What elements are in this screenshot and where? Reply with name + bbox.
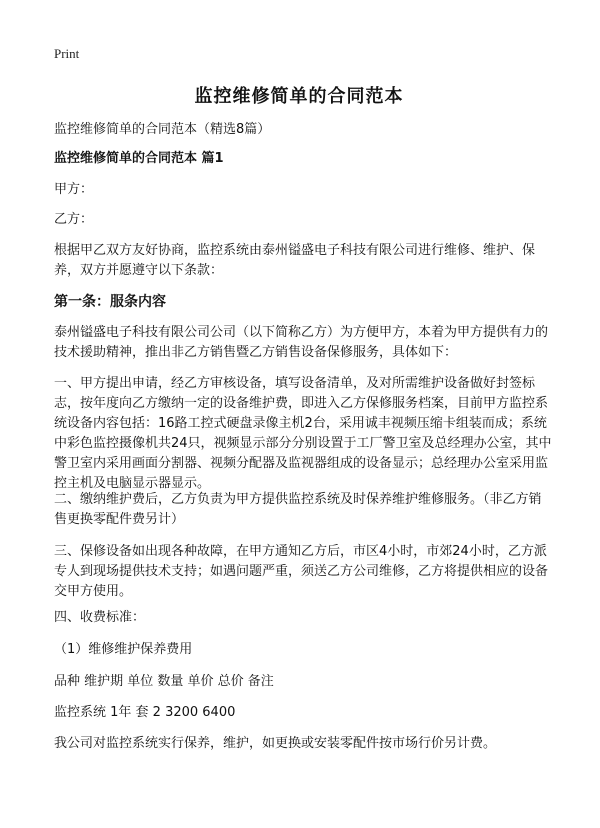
article-heading: 第一条：服条内容	[54, 294, 166, 310]
section-title: 监控维修简单的合同范本 篇1	[54, 151, 224, 166]
fee-table-header: 品种 维护期 单位 数量 单价 总价 备注	[54, 674, 274, 689]
document-subtitle: 监控维修简单的合同范本（精选8篇）	[54, 122, 271, 137]
clause-two: 二、缴纳维护费后，乙方负责为甲方提供监控系统及时保养维护维修服务。（非乙方销售更换零配件费另计）	[54, 492, 542, 527]
fee-table-row: 监控系统 1年 套 2 3200 6400	[54, 705, 236, 720]
party-a-line: 甲方：	[54, 182, 94, 197]
intro-paragraph: 根据甲乙双方友好协商，监控系统由泰州镒盛电子科技有限公司进行维修、维护、保养，双方并愿遵守以下条款：	[54, 243, 536, 278]
page-title: 监控维修简单的合同范本	[194, 86, 404, 107]
party-b-line: 乙方：	[54, 212, 94, 227]
clause-one: 一、甲方提出申请，经乙方审核设备，填写设备清单，及对所需维护设备做好封签标志，按年度向乙方缴纳一定的设备维护费，即进入乙方保修服务档案，目前甲方监控系统设备内容包括：16路工控式硬盘录像主机2台，采用诚丰视频压缩卡组装而成；系统中彩色监控摄像机共24只，视频显示部分分别设置于工厂警卫室及总经理办公室，其中警卫室内采用画面分割器、视频分配器及监视器组成的设备显示；总经理办公室采用监控主机及电脑显示器显示。	[54, 376, 552, 491]
fee-item: （1）维修维护保养费用	[54, 642, 193, 657]
closing-paragraph: 我公司对监控系统实行保养，维护，如更换或安装零配件按市场行价另计费。	[54, 736, 497, 751]
clause-three: 三、保修设备如出现各种故障，在甲方通知乙方后，市区4小时，市郊24小时，乙方派专人到现场提供技术支持；如遇问题严重，须送乙方公司维修，乙方将提供相应的设备交甲方使用。	[54, 544, 549, 599]
print-link[interactable]: Print	[54, 46, 80, 61]
service-paragraph: 泰州镒盛电子科技有限公司公司（以下简称乙方）为方便甲方，本着为甲方提供有力的技术援助精神，推出非乙方销售暨乙方销售设备保修服务，具体如下：	[54, 325, 549, 360]
clause-four: 四、收费标准：	[54, 610, 146, 625]
